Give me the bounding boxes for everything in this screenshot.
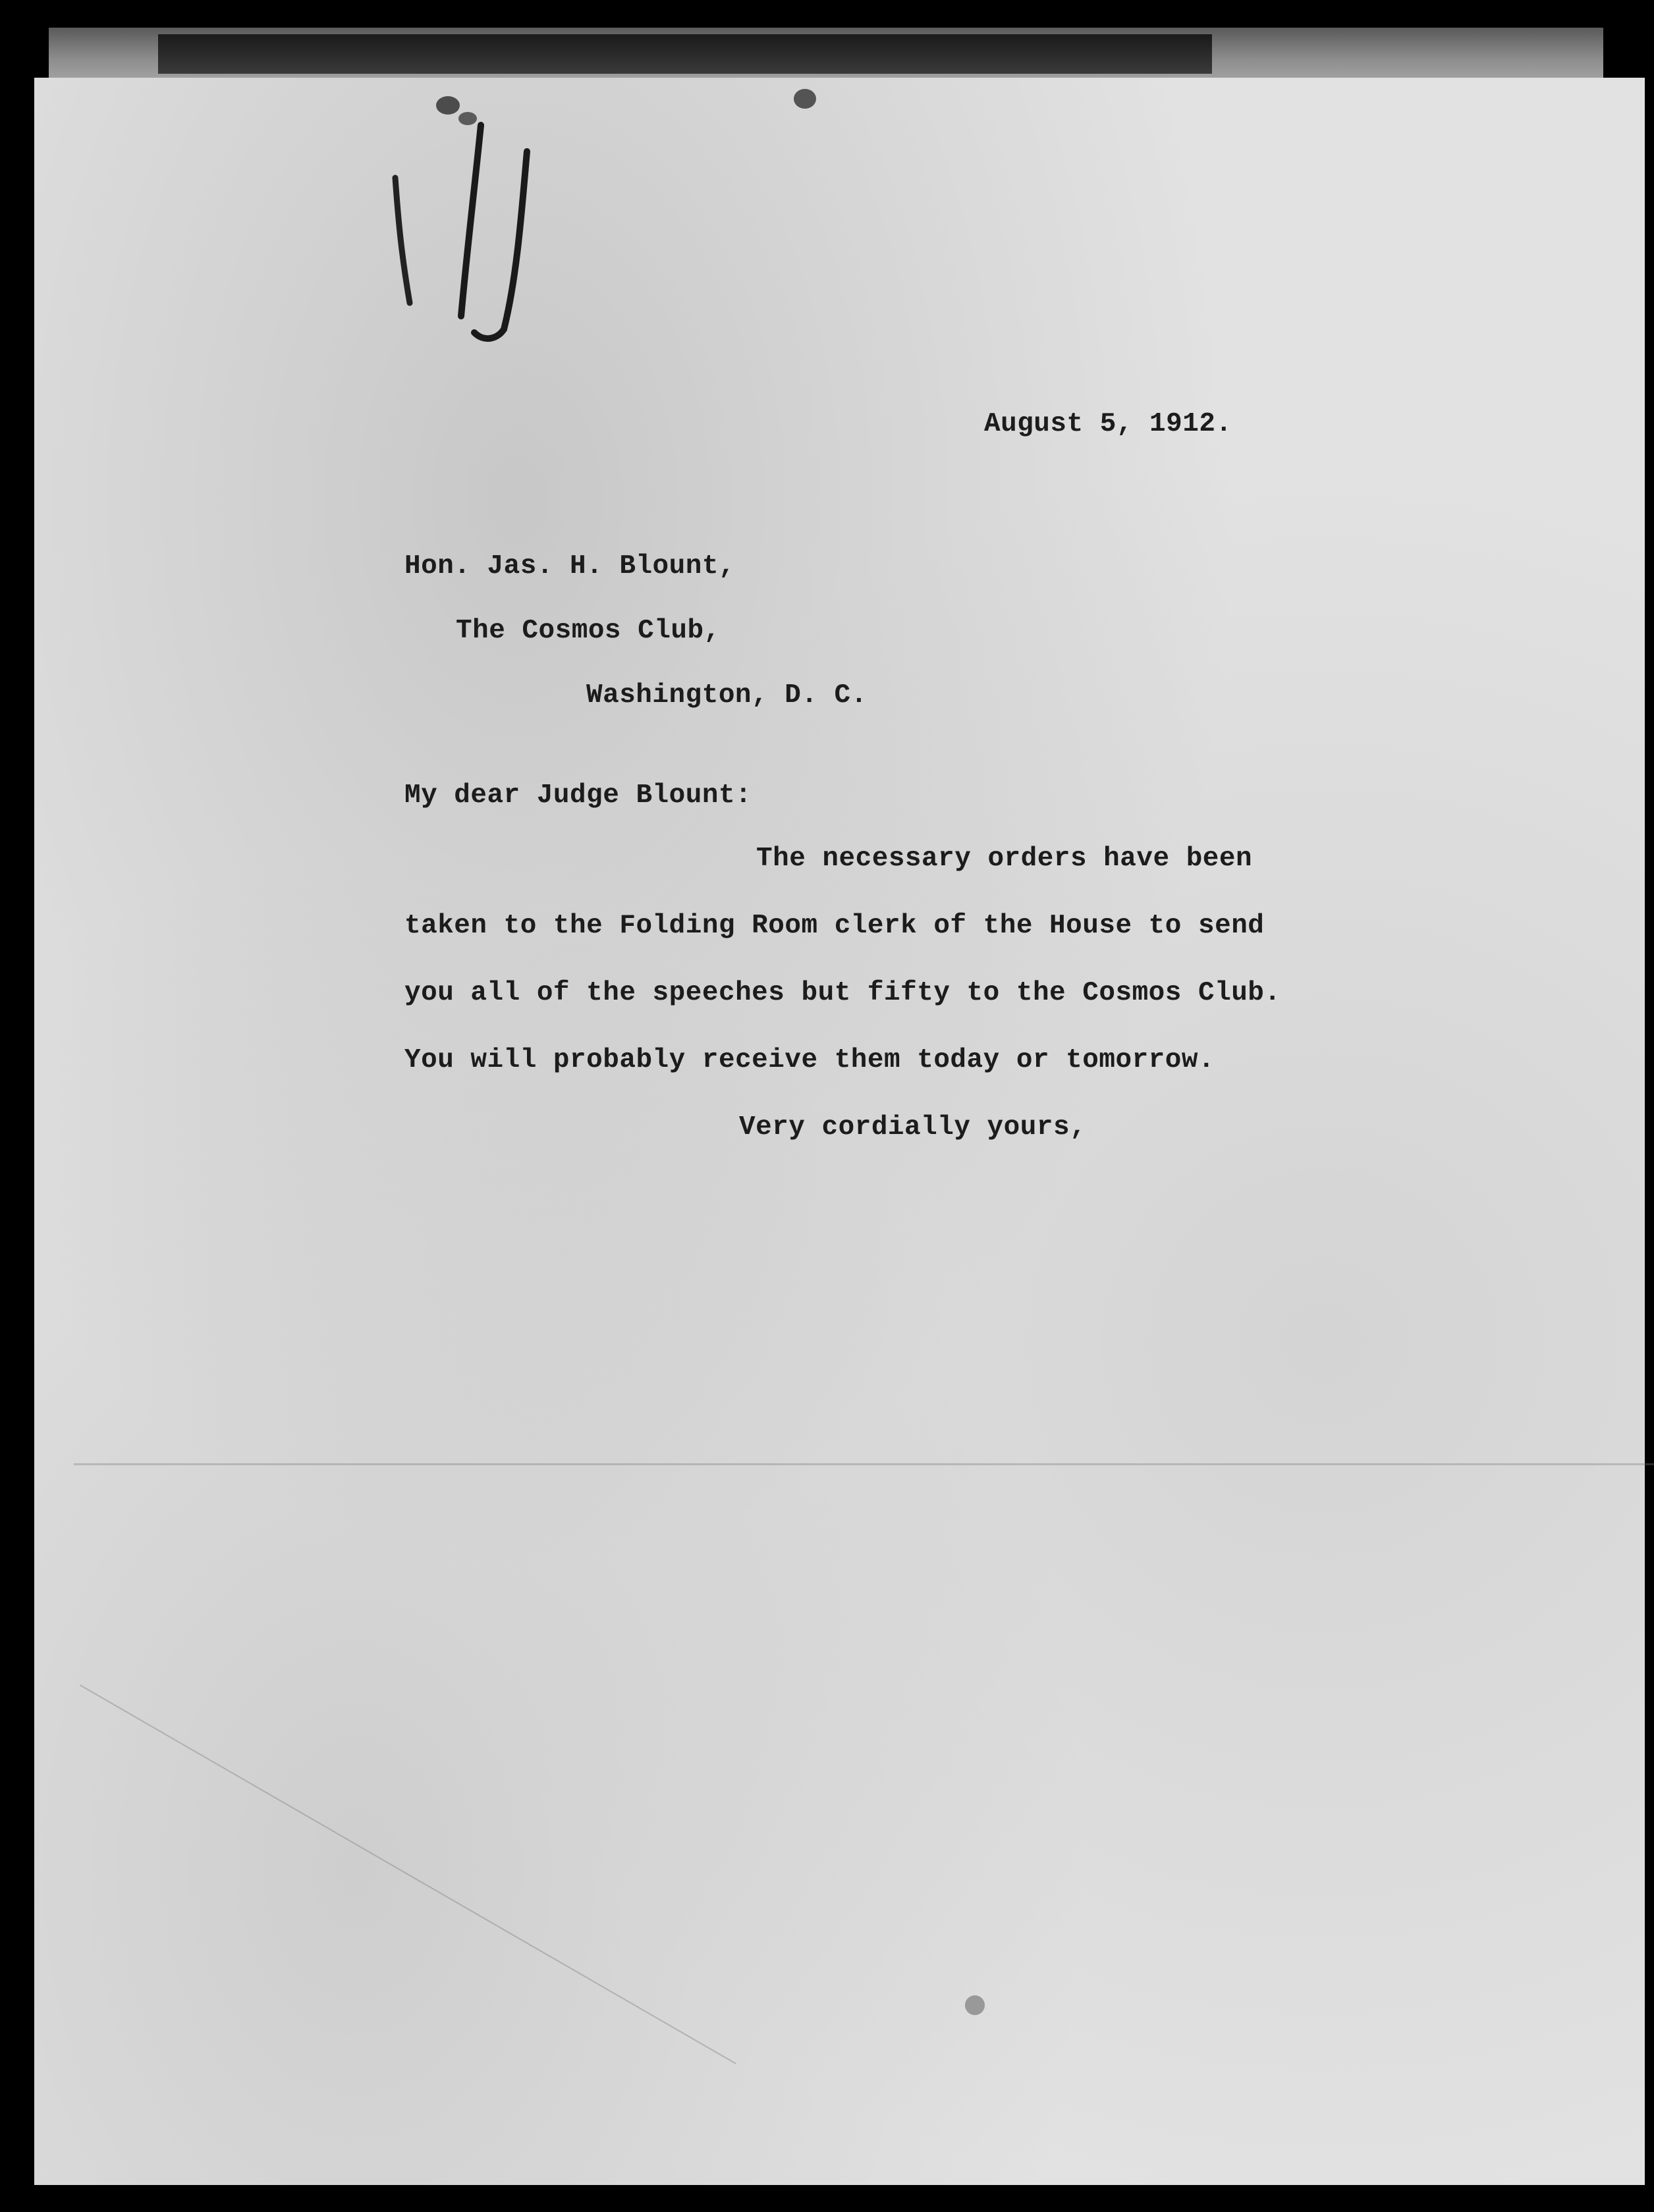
handwritten-ink-marks (369, 79, 566, 356)
diagonal-crease (80, 1685, 736, 2064)
body-line: The necessary orders have been (756, 844, 1253, 874)
ink-stroke-right (474, 151, 527, 338)
underlying-sheet-shadow (158, 34, 1212, 74)
salutation: My dear Judge Blount: (404, 780, 752, 811)
body-line: taken to the Folding Room clerk of the House to send (404, 911, 1265, 941)
letter-date: August 5, 1912. (984, 409, 1232, 439)
ink-blot-2 (458, 112, 477, 125)
ink-blot-1 (436, 96, 460, 115)
ink-spot-top (794, 89, 816, 109)
recipient-organization: The Cosmos Club, (456, 616, 721, 646)
recipient-name: Hon. Jas. H. Blount, (404, 551, 736, 581)
body-line: you all of the speeches but fifty to the Cosmos Club. (404, 978, 1281, 1008)
complimentary-closing: Very cordially yours, (739, 1112, 1087, 1143)
ink-stroke-left (395, 178, 410, 303)
recipient-city: Washington, D. C. (586, 680, 868, 711)
body-line: You will probably receive them today or tomorrow. (404, 1045, 1215, 1075)
fold-crease (74, 1463, 1654, 1465)
ink-spot-lower (965, 1995, 985, 2015)
ink-stroke-center (461, 125, 481, 316)
